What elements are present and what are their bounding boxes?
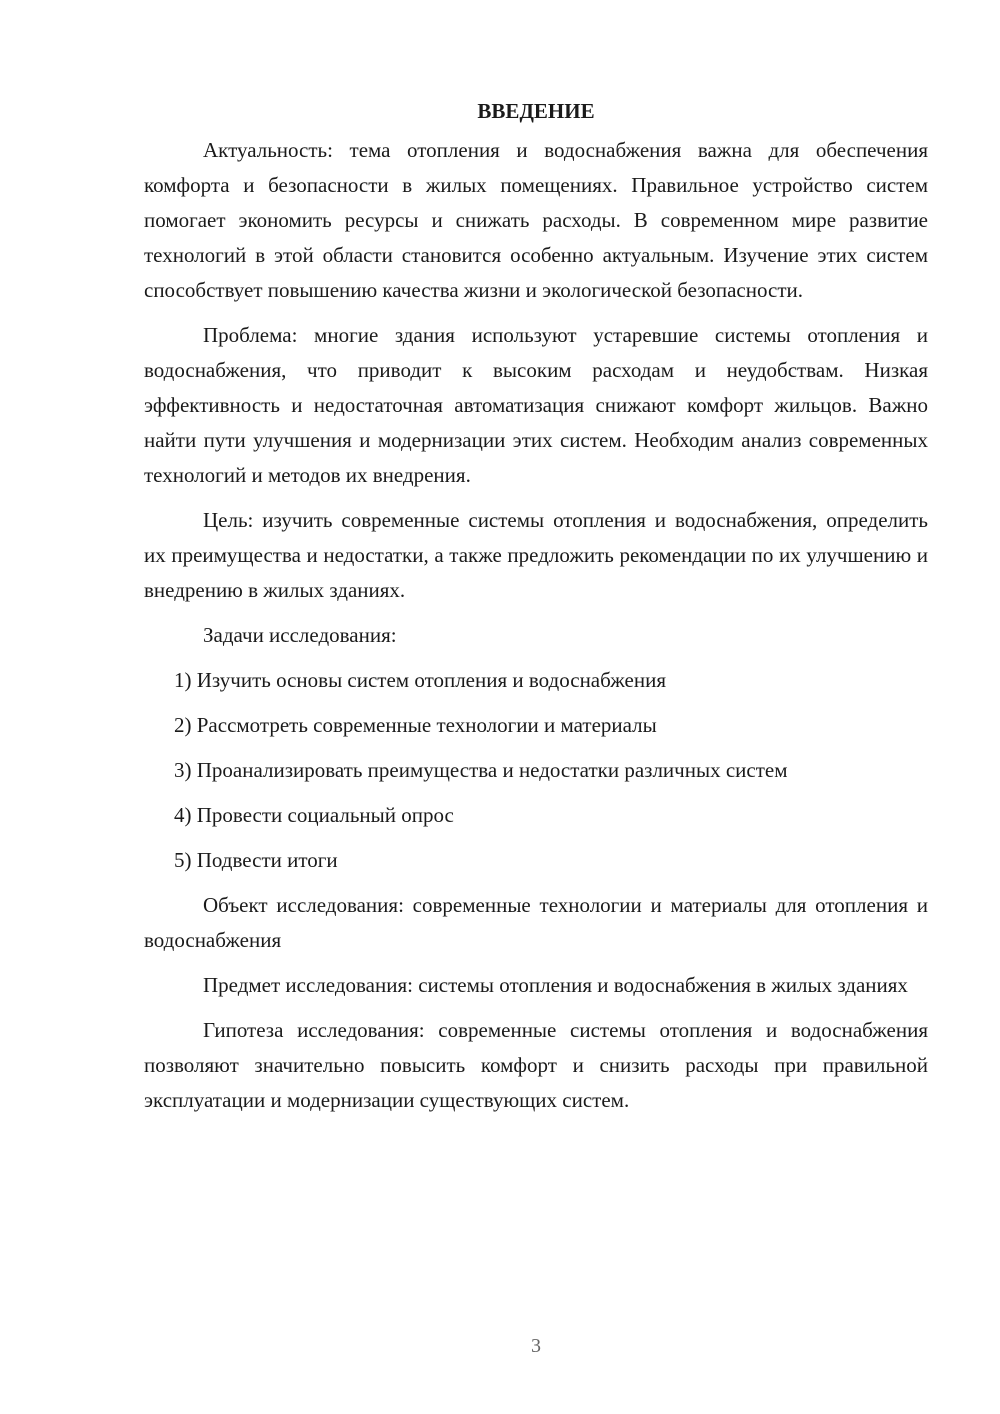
task-item: 2) Рассмотреть современные технологии и материалы <box>174 713 657 737</box>
subject-paragraph: Предмет исследования: системы отопления и водоснабжения в жилых зданиях <box>203 973 908 997</box>
document-page <box>144 93 928 1128</box>
relevance-paragraph: Актуальность: тема отопления и водоснабжения важна для обеспечения комфорта и безопасности в жилых помещениях. Правильное устройство систем помогает экономить ресурсы и снижать расходы. В современном мире развитие технологий в этой области становится особенно актуальным. Изучение этих систем способствует повышению качества жизни и экологической безопасности. <box>144 138 928 302</box>
page-number: 3 <box>531 1335 541 1357</box>
task-item: 1) Изучить основы систем отопления и водоснабжения <box>174 668 666 692</box>
tasks-heading: Задачи исследования: <box>203 623 397 647</box>
problem-paragraph: Проблема: многие здания используют устаревшие системы отопления и водоснабжения, что приводит к высоким расходам и неудобствам. Низкая эффективность и недостаточная автоматизация снижают комфорт жильцов. Важно найти пути улучшения и модернизации этих систем. Необходим анализ современных технологий и методов их внедрения. <box>144 323 928 487</box>
tasks-list <box>144 663 928 878</box>
hypothesis-paragraph: Гипотеза исследования: современные системы отопления и водоснабжения позволяют значительно повысить комфорт и снизить расходы при правильной эксплуатации и модернизации существующих систем. <box>144 1018 928 1112</box>
task-item: 5) Подвести итоги <box>174 848 338 872</box>
task-item: 3) Проанализировать преимущества и недостатки различных систем <box>174 758 788 782</box>
object-paragraph: Объект исследования: современные технологии и материалы для отопления и водоснабжения <box>144 893 928 952</box>
page-title: ВВЕДЕНИЕ <box>477 99 595 123</box>
task-item: 4) Провести социальный опрос <box>174 803 454 827</box>
goal-paragraph: Цель: изучить современные системы отопления и водоснабжения, определить их преимущества и недостатки, а также предложить рекомендации по их улучшению и внедрению в жилых зданиях. <box>144 508 928 602</box>
